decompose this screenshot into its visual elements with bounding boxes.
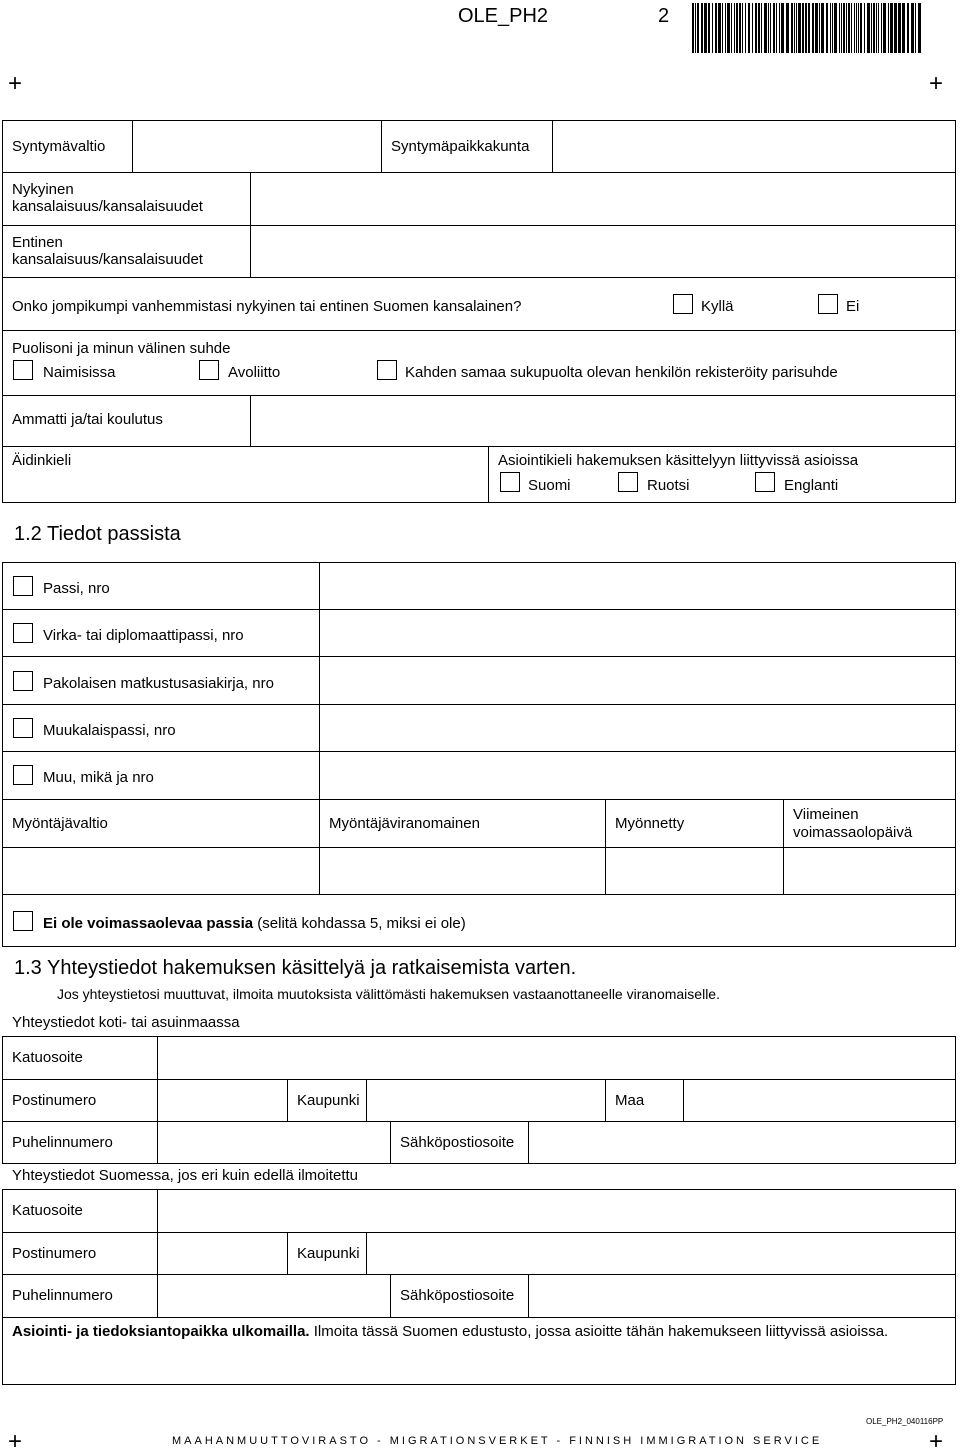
barcode-bar bbox=[851, 3, 852, 53]
barcode-bar bbox=[834, 3, 837, 53]
issuing-authority-field[interactable] bbox=[320, 848, 604, 894]
finland-email-field[interactable] bbox=[529, 1275, 955, 1317]
barcode-bar bbox=[701, 3, 703, 53]
barcode-bar bbox=[748, 3, 750, 53]
barcode bbox=[692, 3, 922, 53]
issuing-country-label: Myöntäjävaltio bbox=[12, 815, 108, 832]
mother-tongue-field[interactable] bbox=[3, 470, 487, 502]
barcode-bar bbox=[745, 3, 746, 53]
parent-finnish-no-checkbox[interactable] bbox=[818, 294, 838, 314]
issued-date-field[interactable] bbox=[606, 848, 782, 894]
passport-label: Passi, nro bbox=[43, 580, 110, 597]
other-document-checkbox[interactable] bbox=[13, 765, 33, 785]
barcode-bar bbox=[907, 3, 909, 53]
barcode-bar bbox=[725, 3, 726, 53]
registration-mark-bottom-left: + bbox=[8, 1428, 23, 1455]
barcode-bar bbox=[764, 3, 767, 53]
current-citizenship-field[interactable] bbox=[251, 173, 955, 225]
alien-passport-label: Muukalaispassi, nro bbox=[43, 722, 176, 739]
barcode-bar bbox=[830, 3, 831, 53]
barcode-bar bbox=[776, 3, 777, 53]
barcode-bar bbox=[770, 3, 771, 53]
barcode-bar bbox=[727, 3, 730, 53]
parent-finnish-question: Onko jompikumpi vanhemmistasi nykyinen tai entinen Suomen kansalainen? bbox=[12, 298, 522, 315]
document-code: OLE_PH2_040116PP bbox=[866, 1417, 944, 1426]
barcode-bar bbox=[826, 3, 828, 53]
barcode-bar bbox=[815, 3, 818, 53]
valid-until-label-line2: voimassaolopäivä bbox=[793, 824, 913, 841]
alien-passport-number-field[interactable] bbox=[320, 705, 955, 751]
barcode-bar bbox=[812, 3, 814, 53]
barcode-bar bbox=[854, 3, 855, 53]
barcode-bar bbox=[752, 3, 753, 53]
no-passport-label-rest: (selitä kohdassa 5, miksi ei ole) bbox=[253, 915, 466, 932]
home-country-field[interactable] bbox=[684, 1080, 955, 1121]
barcode-bar bbox=[918, 3, 921, 53]
barcode-bar bbox=[715, 3, 717, 53]
barcode-bar bbox=[819, 3, 820, 53]
finland-phone-label: Puhelinnumero bbox=[12, 1287, 113, 1304]
lang-english-label: Englanti bbox=[784, 477, 839, 494]
barcode-bar bbox=[736, 3, 738, 53]
barcode-bar bbox=[808, 3, 810, 53]
barcode-bar bbox=[704, 3, 707, 53]
mission-abroad-label bbox=[12, 1323, 888, 1340]
barcode-bar bbox=[867, 3, 870, 53]
other-document-field[interactable] bbox=[320, 752, 955, 799]
occupation-label: Ammatti ja/tai koulutus bbox=[12, 411, 163, 428]
barcode-bar bbox=[841, 3, 842, 53]
mission-abroad-label-bold: Asiointi- ja tiedoksiantopaikka ulkomailla. bbox=[12, 1323, 310, 1340]
relationship-label: Puolisoni ja minun välinen suhde bbox=[12, 340, 231, 357]
home-street-field[interactable] bbox=[158, 1037, 955, 1079]
barcode-bar bbox=[902, 3, 905, 53]
passport-section-title: 1.2 Tiedot passista bbox=[14, 523, 181, 545]
barcode-bar bbox=[802, 3, 804, 53]
barcode-bar bbox=[695, 3, 696, 53]
barcode-bar bbox=[898, 3, 901, 53]
refugee-document-label: Pakolaisen matkustusasiakirja, nro bbox=[43, 675, 274, 692]
lang-english-checkbox[interactable] bbox=[755, 472, 775, 492]
registered-partnership-checkbox[interactable] bbox=[377, 360, 397, 380]
alien-passport-checkbox[interactable] bbox=[13, 718, 33, 738]
home-postcode-label: Postinumero bbox=[12, 1092, 97, 1109]
home-postcode-field[interactable] bbox=[158, 1080, 286, 1121]
married-checkbox[interactable] bbox=[13, 360, 33, 380]
registration-mark-top-right: + bbox=[929, 70, 944, 97]
lang-finnish-checkbox[interactable] bbox=[500, 472, 520, 492]
former-citizenship-label-line1: Entinen bbox=[12, 234, 63, 251]
registration-mark-top-left: + bbox=[8, 70, 23, 97]
issuing-country-field[interactable] bbox=[3, 848, 318, 894]
barcode-bar bbox=[731, 3, 732, 53]
barcode-bar bbox=[786, 3, 789, 53]
valid-until-label-line1: Viimeinen bbox=[793, 806, 859, 823]
barcode-bar bbox=[832, 3, 833, 53]
barcode-bar bbox=[739, 3, 741, 53]
barcode-bar bbox=[843, 3, 845, 53]
married-label: Naimisissa bbox=[43, 364, 116, 381]
finland-street-label: Katuosoite bbox=[12, 1202, 83, 1219]
home-phone-label: Puhelinnumero bbox=[12, 1134, 113, 1151]
barcode-bar bbox=[722, 3, 723, 53]
barcode-bar bbox=[894, 3, 897, 53]
barcode-bar bbox=[883, 3, 886, 53]
no-passport-label bbox=[43, 915, 466, 932]
barcode-bar bbox=[755, 3, 757, 53]
occupation-field[interactable] bbox=[251, 396, 955, 446]
barcode-bar bbox=[871, 3, 872, 53]
parent-finnish-yes-checkbox[interactable] bbox=[673, 294, 693, 314]
contact-change-note: Jos yhteystietosi muuttuvat, ilmoita muutoksista välittömästi hakemuksen vastaanottaneelle viranomaiselle. bbox=[57, 986, 720, 1002]
contact-section-title: 1.3 Yhteystiedot hakemuksen käsittelyä ja ratkaisemista varten. bbox=[14, 957, 577, 979]
yes-label: Kyllä bbox=[701, 298, 734, 315]
barcode-bar bbox=[697, 3, 699, 53]
barcode-bar bbox=[712, 3, 713, 53]
finland-street-field[interactable] bbox=[158, 1190, 955, 1232]
barcode-bar bbox=[876, 3, 877, 53]
barcode-bar bbox=[781, 3, 784, 53]
barcode-bar bbox=[768, 3, 769, 53]
barcode-bar bbox=[779, 3, 780, 53]
mission-abroad-field[interactable] bbox=[3, 1342, 955, 1384]
barcode-bar bbox=[742, 3, 743, 53]
other-document-label: Muu, mikä ja nro bbox=[43, 769, 154, 786]
no-passport-label-bold: Ei ole voimassaolevaa passia bbox=[43, 915, 254, 932]
passport-checkbox[interactable] bbox=[13, 576, 33, 596]
lang-swedish-label: Ruotsi bbox=[647, 477, 690, 494]
finland-email-label: Sähköpostiosoite bbox=[400, 1287, 515, 1304]
no-passport-checkbox[interactable] bbox=[13, 911, 33, 931]
barcode-bar bbox=[860, 3, 862, 53]
finland-postcode-field[interactable] bbox=[158, 1233, 286, 1274]
lang-finnish-label: Suomi bbox=[528, 477, 571, 494]
barcode-bar bbox=[734, 3, 735, 53]
barcode-bar bbox=[773, 3, 775, 53]
page-number: 2 bbox=[658, 5, 670, 27]
current-citizenship-label-line1: Nykyinen bbox=[12, 181, 74, 198]
barcode-bar bbox=[864, 3, 865, 53]
form-code: OLE_PH2 bbox=[458, 5, 549, 27]
barcode-bar bbox=[881, 3, 882, 53]
finland-city-field[interactable] bbox=[367, 1233, 955, 1274]
barcode-bar bbox=[794, 3, 795, 53]
barcode-bar bbox=[878, 3, 879, 53]
barcode-bar bbox=[846, 3, 847, 53]
valid-until-field[interactable] bbox=[784, 848, 955, 894]
issuing-authority-label: Myöntäjäviranomainen bbox=[329, 815, 480, 832]
finland-contact-heading: Yhteystiedot Suomessa, jos eri kuin edellä ilmoitettu bbox=[12, 1167, 359, 1184]
barcode-bar bbox=[798, 3, 801, 53]
language-of-business-label: Asiointikieli hakemuksen käsittelyyn liittyvissä asioissa bbox=[498, 452, 859, 469]
refugee-document-number-field[interactable] bbox=[320, 657, 955, 704]
refugee-document-checkbox[interactable] bbox=[13, 671, 33, 691]
barcode-bar bbox=[796, 3, 797, 53]
former-citizenship-label-line2: kansalaisuus/kansalaisuudet bbox=[12, 251, 203, 268]
issued-date-label: Myönnetty bbox=[615, 815, 685, 832]
barcode-bar bbox=[911, 3, 914, 53]
birth-country-field[interactable] bbox=[133, 121, 380, 172]
diplomatic-passport-checkbox[interactable] bbox=[13, 623, 33, 643]
barcode-bar bbox=[718, 3, 721, 53]
finland-city-label: Kaupunki bbox=[297, 1245, 360, 1262]
current-citizenship-label-line2: kansalaisuus/kansalaisuudet bbox=[12, 198, 203, 215]
home-street-label: Katuosoite bbox=[12, 1049, 83, 1066]
home-email-field[interactable] bbox=[529, 1122, 955, 1163]
barcode-bar bbox=[890, 3, 893, 53]
cohabiting-checkbox[interactable] bbox=[199, 360, 219, 380]
barcode-bar bbox=[805, 3, 807, 53]
former-citizenship-field[interactable] bbox=[251, 226, 955, 277]
birth-country-label: Syntymävaltio bbox=[12, 138, 106, 155]
barcode-bar bbox=[888, 3, 889, 53]
home-phone-field[interactable] bbox=[158, 1122, 389, 1163]
cohabiting-label: Avoliitto bbox=[228, 364, 281, 381]
finland-postcode-label: Postinumero bbox=[12, 1245, 97, 1262]
barcode-bar bbox=[791, 3, 793, 53]
home-city-field[interactable] bbox=[367, 1080, 604, 1121]
barcode-bar bbox=[821, 3, 824, 53]
passport-number-field[interactable] bbox=[320, 563, 955, 609]
barcode-bar bbox=[692, 3, 694, 53]
barcode-bar bbox=[873, 3, 875, 53]
barcode-bar bbox=[708, 3, 710, 53]
home-city-label: Kaupunki bbox=[297, 1092, 360, 1109]
barcode-bar bbox=[758, 3, 760, 53]
no-label: Ei bbox=[846, 298, 860, 315]
barcode-bar bbox=[915, 3, 916, 53]
agency-footer: MAAHANMUUTTOVIRASTO - MIGRATIONSVERKET - FINNISH IMMIGRATION SERVICE bbox=[172, 1435, 823, 1447]
diplomatic-passport-number-field[interactable] bbox=[320, 610, 955, 656]
barcode-bar bbox=[848, 3, 850, 53]
registered-partnership-label: Kahden samaa sukupuolta olevan henkilön rekisteröity parisuhde bbox=[405, 364, 838, 381]
mission-abroad-label-rest: Ilmoita tässä Suomen edustusto, jossa asioitte tähän hakemukseen liittyvissä asioissa. bbox=[309, 1323, 889, 1340]
barcode-bar bbox=[858, 3, 859, 53]
finland-phone-field[interactable] bbox=[158, 1275, 389, 1317]
diplomatic-passport-label: Virka- tai diplomaattipassi, nro bbox=[43, 627, 244, 644]
birth-city-field[interactable] bbox=[553, 121, 955, 172]
home-country-label: Maa bbox=[615, 1092, 645, 1109]
home-country-heading: Yhteystiedot koti- tai asuinmaassa bbox=[12, 1014, 240, 1031]
birth-city-label: Syntymäpaikkakunta bbox=[391, 138, 530, 155]
lang-swedish-checkbox[interactable] bbox=[618, 472, 638, 492]
registration-mark-bottom-right: + bbox=[929, 1428, 944, 1455]
barcode-bar bbox=[839, 3, 840, 53]
barcode-bar bbox=[856, 3, 857, 53]
barcode-bar bbox=[761, 3, 762, 53]
home-email-label: Sähköpostiosoite bbox=[400, 1134, 515, 1151]
mother-tongue-label: Äidinkieli bbox=[12, 452, 72, 469]
